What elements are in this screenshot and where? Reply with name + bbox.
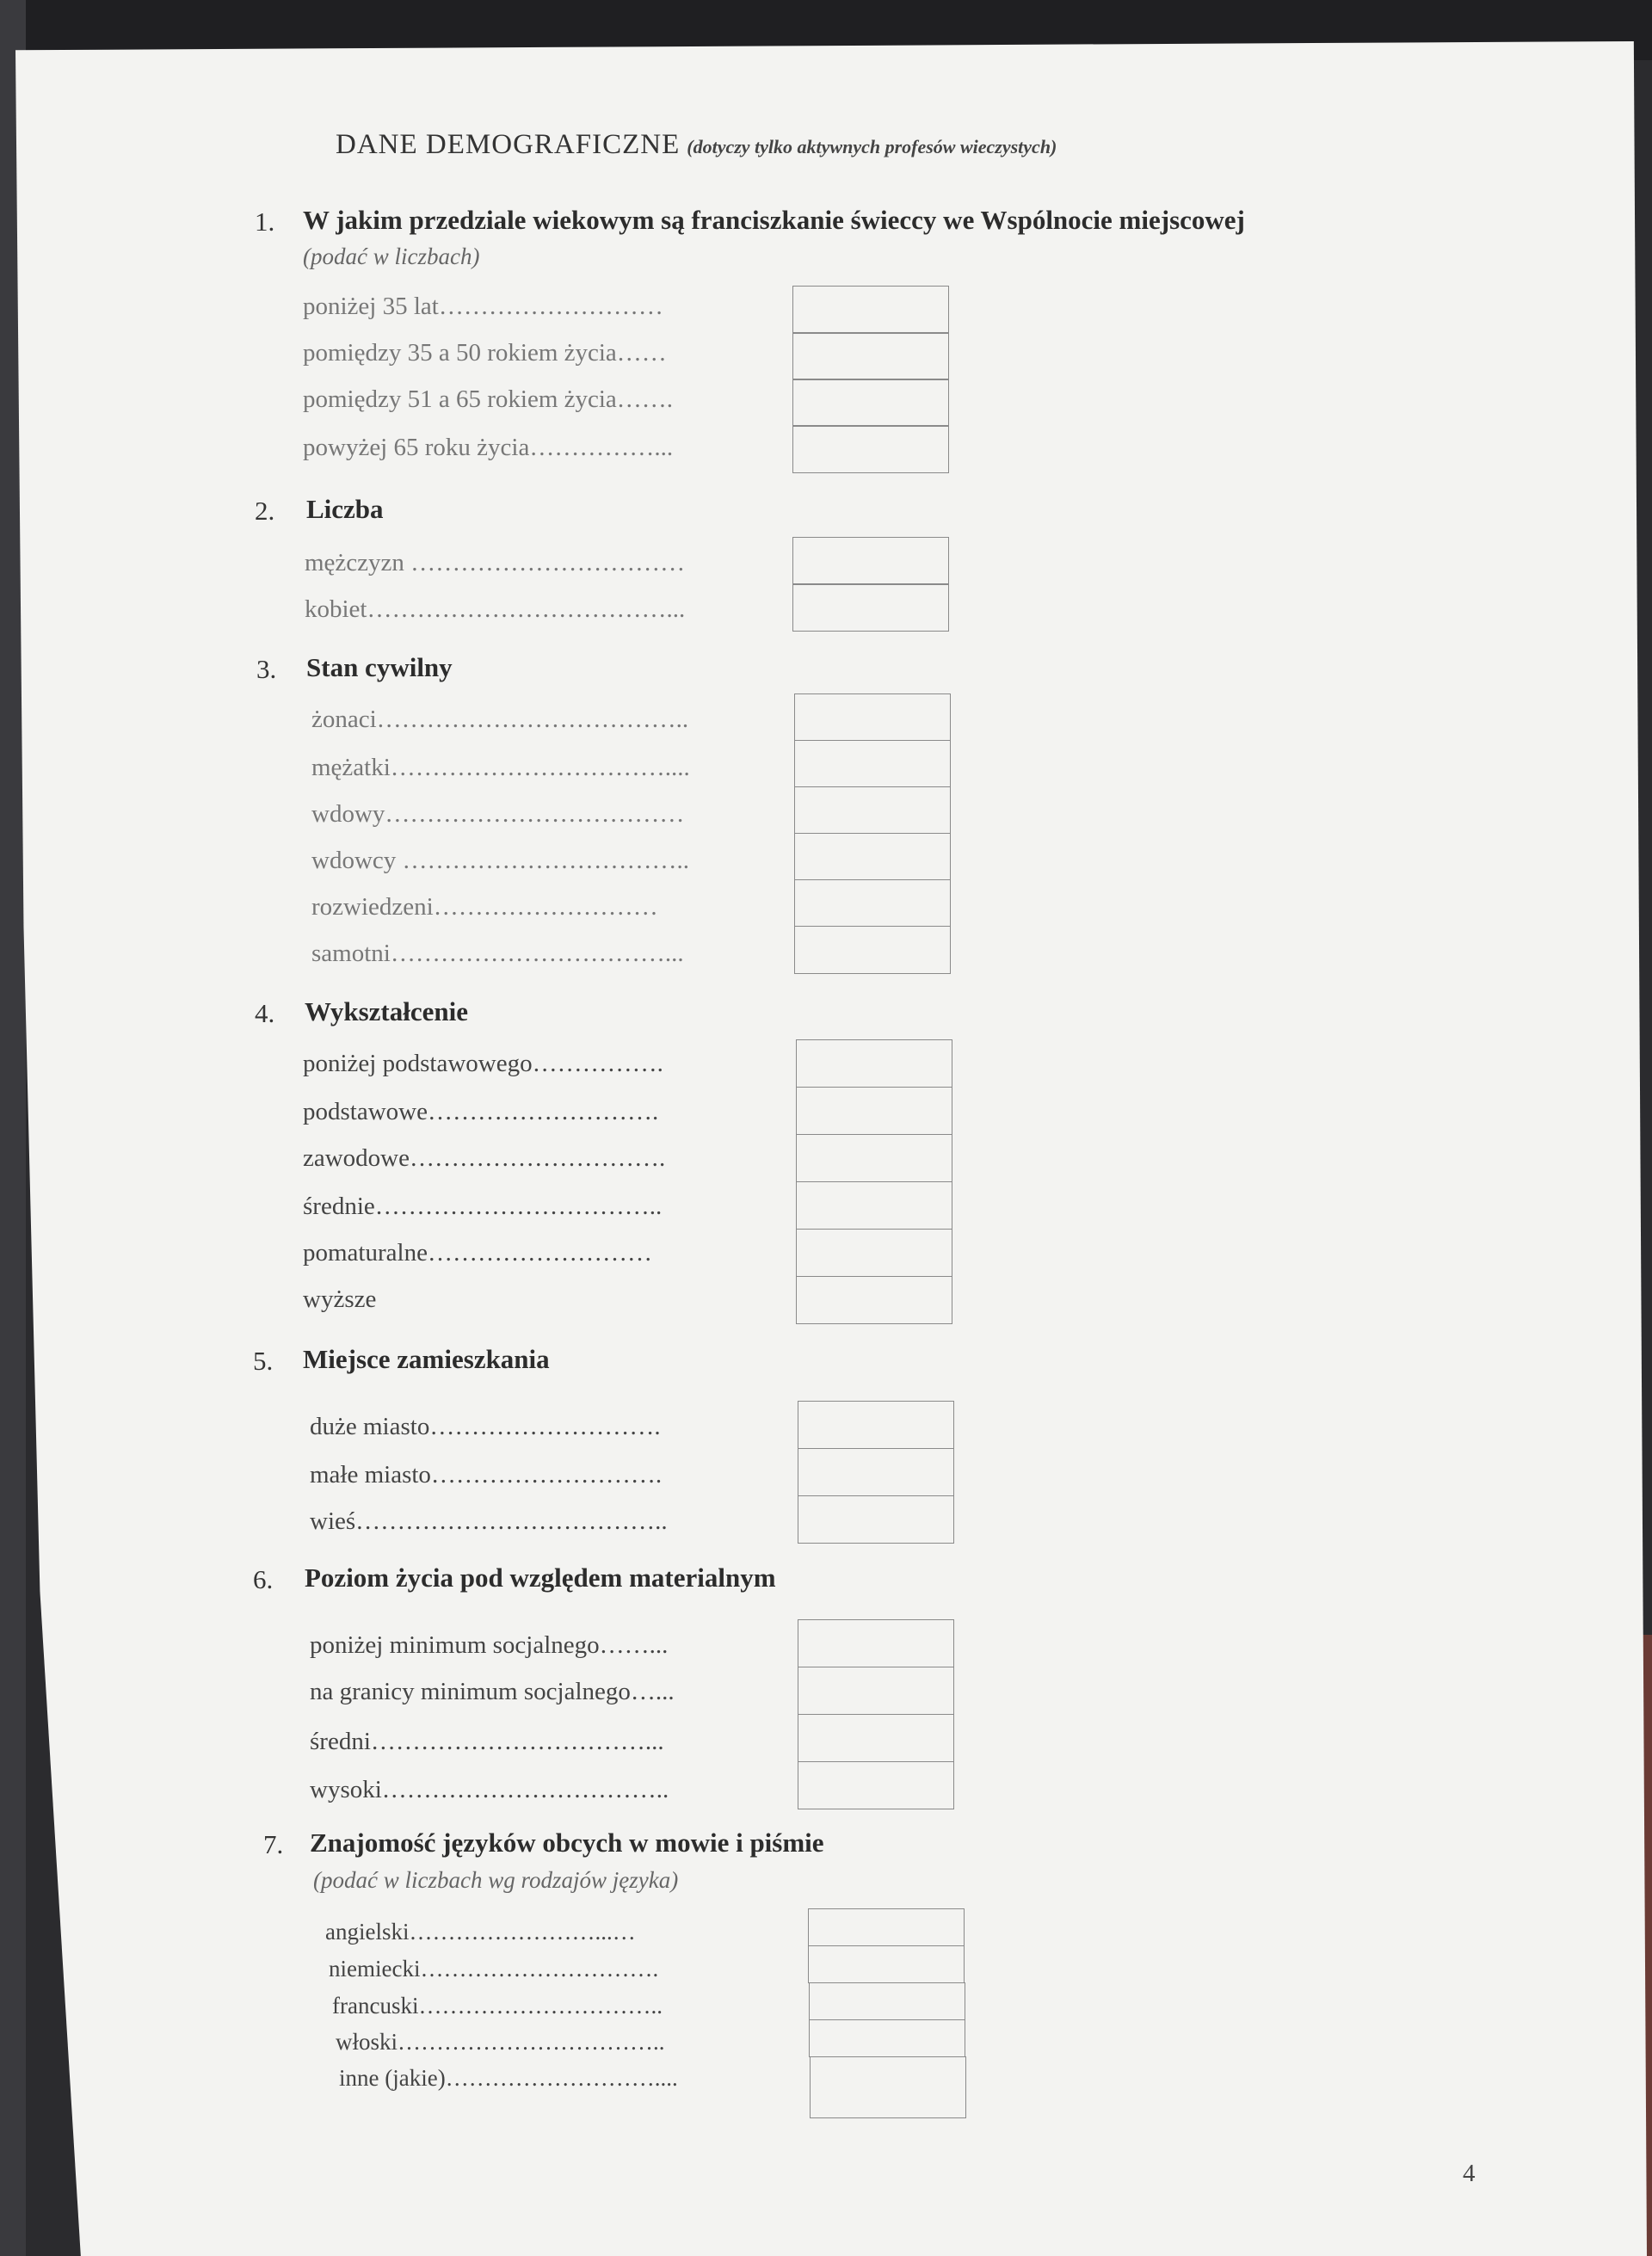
answer-box[interactable] [798,1495,954,1544]
option-label: na granicy minimum socjalnego…... [310,1678,675,1705]
answer-box[interactable] [809,1982,965,2020]
question-text: W jakim przedziale wiekowym są franciszkanie świeccy we Wspólnocie miejscowej [303,205,1245,235]
option-label: niemiecki…………………………. [329,1956,659,1982]
answer-box[interactable] [792,286,949,334]
question-text: Stan cywilny [306,652,453,682]
answer-box[interactable] [796,1229,952,1277]
form-title [336,129,1057,161]
question-text: Znajomość języków obcych w mowie i piśmie [310,1828,824,1858]
answer-box[interactable] [794,926,951,974]
question-text: Liczba [306,494,384,524]
question-number: 6. [253,1564,274,1594]
question-number: 7. [263,1829,284,1859]
answer-box[interactable] [794,833,951,880]
answer-box[interactable] [798,1714,954,1762]
question-number: 1. [255,206,275,237]
option-label: poniżej minimum socjalnego……... [310,1631,669,1659]
option-label: średnie…………………………….. [303,1193,663,1220]
option-label: poniżej 35 lat……………………… [303,293,663,320]
answer-box[interactable] [796,1039,952,1088]
option-label: angielski……………………...… [325,1919,636,1945]
answer-box[interactable] [796,1134,952,1182]
question-note: (podać w liczbach) [303,243,480,269]
answer-box[interactable] [808,1945,965,1983]
answer-box[interactable] [809,2019,965,2057]
option-label: inne (jakie)……………………….... [339,2065,678,2091]
answer-box[interactable] [798,1619,954,1667]
option-label: wysoki…………………………….. [310,1776,669,1803]
answer-box[interactable] [798,1448,954,1496]
answer-box[interactable] [794,693,951,741]
answer-box[interactable] [794,879,951,927]
option-label: małe miasto………………………. [310,1461,663,1489]
option-label: pomiędzy 51 a 65 rokiem życia……. [303,385,674,413]
question-note: (podać w liczbach wg rodzajów języka) [313,1867,679,1893]
option-label: wieś……………………………….. [310,1507,668,1535]
question-number: 4. [255,998,275,1028]
option-label: wdowy……………………………… [311,800,685,828]
option-label: mężatki…………………………….... [311,754,690,781]
option-label: wdowcy …………………………….. [311,847,690,874]
answer-box[interactable] [796,1181,952,1230]
option-label: rozwiedzeni……………………… [311,893,658,921]
question-number: 2. [255,496,275,526]
option-label: pomiędzy 35 a 50 rokiem życia…… [303,339,667,367]
answer-box[interactable] [796,1087,952,1135]
answer-box[interactable] [794,740,951,787]
option-label: powyżej 65 roku życia……………... [303,434,674,461]
answer-box[interactable] [798,1761,954,1809]
option-label: duże miasto………………………. [310,1413,661,1440]
option-label: żonaci……………………………….. [311,706,689,733]
option-label: mężczyzn …………………………… [305,549,686,576]
option-label: francuski………………………….. [332,1993,663,2019]
answer-box[interactable] [798,1401,954,1449]
answer-box[interactable] [798,1667,954,1715]
question-text: Wykształcenie [305,996,468,1026]
option-label: wyższe [303,1285,377,1313]
answer-box[interactable] [792,379,949,427]
answer-box[interactable] [792,332,949,380]
question-text: Miejsce zamieszkania [303,1344,550,1374]
answer-box[interactable] [810,2056,966,2118]
option-label: pomaturalne……………………… [303,1239,652,1267]
option-label: zawodowe…………………………. [303,1144,666,1172]
option-label: podstawowe………………………. [303,1098,659,1125]
question-number: 5. [253,1346,274,1376]
answer-box[interactable] [808,1908,965,1946]
option-label: poniżej podstawowego……………. [303,1050,663,1077]
option-label: średni……………………………... [310,1728,664,1755]
answer-box[interactable] [792,583,949,632]
answer-box[interactable] [792,537,949,585]
page-number: 4 [1463,2160,1476,2187]
answer-box[interactable] [794,786,951,834]
answer-box[interactable] [792,425,949,473]
question-text: Poziom życia pod względem materialnym [305,1563,776,1593]
answer-box[interactable] [796,1276,952,1324]
option-label: kobiet………………………………... [305,595,686,623]
form-subtitle: (dotyczy tylko aktywnych profesów wieczystych) [687,136,1057,157]
form-title-text: DANE DEMOGRAFICZNE [336,129,681,160]
option-label: samotni……………………………... [311,940,684,967]
option-label: włoski…………………………….. [336,2029,665,2055]
question-number: 3. [256,654,277,684]
